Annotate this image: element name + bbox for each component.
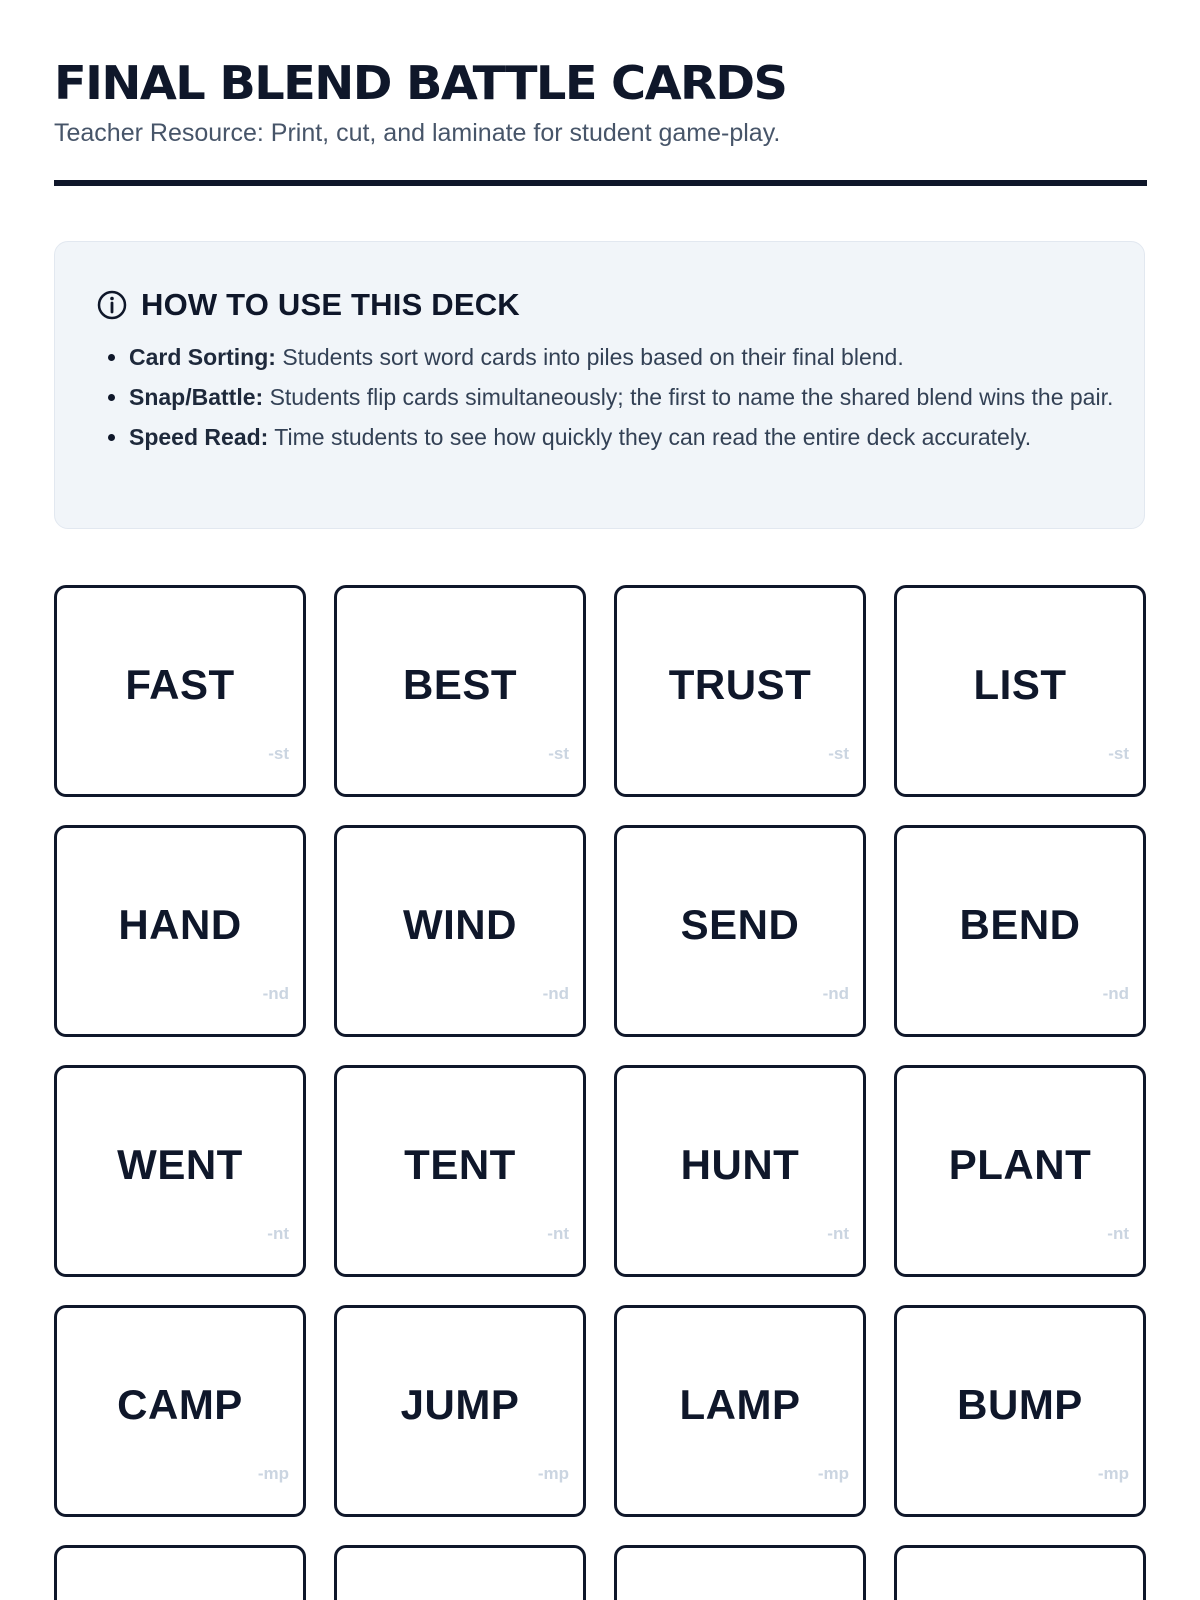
instruction-item (129, 420, 1139, 454)
instructions-title: HOW TO USE THIS DECK (141, 287, 520, 322)
word-card (54, 825, 306, 1037)
instructions-list (103, 340, 1139, 460)
card-word (57, 1548, 303, 1600)
word-card (894, 1305, 1146, 1517)
word-card (334, 585, 586, 797)
instruction-item (129, 380, 1139, 414)
card-word (617, 1548, 863, 1600)
word-card (894, 1065, 1146, 1277)
card-blend-label: -nt (547, 1224, 569, 1243)
page-subtitle: Teacher Resource: Print, cut, and laminate for student game-play. (54, 119, 781, 147)
card-word: BUMP (957, 1381, 1083, 1428)
instruction-text: Students sort word cards into piles based on their final blend. (275, 344, 904, 370)
card-word: HUNT (680, 1141, 800, 1188)
instruction-label: Snap/Battle: (129, 384, 264, 410)
card-blend-label: -mp (817, 1464, 849, 1483)
card-blend-label: -st (268, 744, 289, 763)
card-word: CAMP (117, 1381, 243, 1428)
card-word: SEND (680, 901, 800, 948)
instruction-item (129, 340, 1139, 374)
card-blend-label: -nt (267, 1224, 289, 1243)
card-grid (54, 585, 1147, 1600)
header-divider (54, 180, 1147, 186)
card-blend-label: -st (548, 744, 569, 763)
word-card (614, 1545, 866, 1600)
instruction-label: Card Sorting: (129, 344, 276, 370)
card-blend-label: -nd (262, 984, 289, 1003)
card-blend-label: -nd (542, 984, 569, 1003)
card-blend-label: -nt (1107, 1224, 1129, 1243)
word-card (894, 825, 1146, 1037)
card-blend-label: -mp (1097, 1464, 1129, 1483)
card-word: WIND (403, 901, 517, 948)
word-card (54, 1065, 306, 1277)
card-word: HAND (118, 901, 242, 948)
word-card (334, 1065, 586, 1277)
card-blend-label: -mp (257, 1464, 289, 1483)
word-card (54, 585, 306, 797)
info-circle-icon (97, 290, 127, 320)
word-card (54, 1545, 306, 1600)
instruction-text: Time students to see how quickly they can read the entire deck accurately. (268, 424, 1032, 450)
word-card (614, 585, 866, 797)
word-card (334, 825, 586, 1037)
word-card (334, 1545, 586, 1600)
card-blend-label: -st (1108, 744, 1129, 763)
word-card (614, 1065, 866, 1277)
card-blend-label: -nd (822, 984, 849, 1003)
card-blend-label: -nt (827, 1224, 849, 1243)
page-title: FINAL BLEND BATTLE CARDS (54, 56, 787, 110)
instruction-label: Speed Read: (129, 424, 269, 450)
card-word: BEST (402, 661, 517, 708)
card-word: WENT (117, 1141, 243, 1188)
card-blend-label: -st (828, 744, 849, 763)
card-word: LAMP (679, 1381, 801, 1428)
card-word (337, 1548, 583, 1600)
card-blend-label: -mp (537, 1464, 569, 1483)
card-word: LIST (973, 661, 1067, 708)
card-word: BEND (959, 901, 1081, 948)
word-card (614, 825, 866, 1037)
instructions-heading (97, 287, 520, 323)
word-card (54, 1305, 306, 1517)
card-word: TRUST (668, 661, 812, 708)
word-card (894, 1545, 1146, 1600)
word-card (894, 585, 1146, 797)
instructions-panel (54, 241, 1145, 529)
instruction-text: Students flip cards simultaneously; the first to name the shared blend wins the pair. (263, 384, 1114, 410)
card-word: TENT (404, 1141, 516, 1188)
word-card (614, 1305, 866, 1517)
word-card (334, 1305, 586, 1517)
card-word: JUMP (400, 1381, 520, 1428)
card-word: PLANT (948, 1141, 1092, 1188)
card-blend-label: -nd (1102, 984, 1129, 1003)
card-word (897, 1548, 1143, 1600)
card-word: FAST (125, 661, 235, 708)
